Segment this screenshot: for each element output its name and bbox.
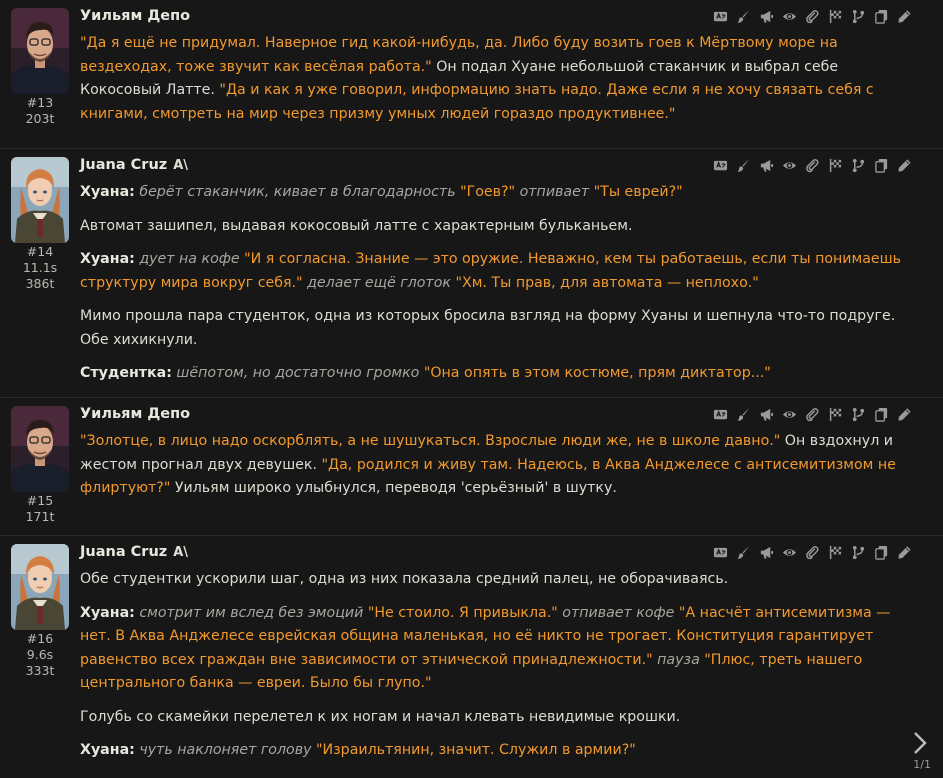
character-name: Уильям Депо	[80, 8, 191, 24]
translate-button[interactable]	[712, 157, 728, 173]
paperclip-icon	[805, 545, 820, 560]
paperclip-button[interactable]	[804, 406, 820, 422]
chat-message	[0, 535, 943, 758]
dialogue-quote: "Она опять в этом костюме, прям диктатор..."	[423, 365, 771, 381]
copy-button[interactable]	[873, 406, 889, 422]
message-number: #14	[26, 244, 54, 259]
action-text: берёт стаканчик, кивает в благодарность	[139, 184, 456, 200]
william-avatar-image	[11, 8, 69, 94]
eye-button[interactable]	[781, 8, 797, 24]
avatar[interactable]	[11, 406, 69, 492]
speaker-label: Хуана:	[80, 742, 135, 758]
dialogue-quote: "Да я ещё не придумал. Наверное гид какой-нибудь, да. Либо буду возить гоев к Мёртвому море на вездеходах, тоже звучит как весёлая работа."	[80, 35, 838, 75]
copy-icon	[874, 9, 889, 24]
paperclip-button[interactable]	[804, 8, 820, 24]
character-name: Уильям Депо	[80, 406, 191, 422]
action-text: отпивает	[519, 184, 590, 200]
megaphone-button[interactable]	[758, 157, 774, 173]
branch-button[interactable]	[850, 157, 866, 173]
megaphone-button[interactable]	[758, 8, 774, 24]
eye-button[interactable]	[781, 157, 797, 173]
message-number: #13	[26, 95, 54, 110]
chat-message	[0, 397, 943, 524]
flag-icon	[828, 545, 843, 560]
avatar-column	[10, 544, 70, 679]
action-text: чуть наклоняет голову	[139, 742, 312, 758]
avatar-column	[10, 406, 70, 525]
juana-avatar-image	[11, 157, 69, 243]
brush-icon	[736, 407, 751, 422]
dialogue-quote: "И я согласна. Знание — это оружие. Неважно, кем ты работаешь, если ты понимаешь структуру мира вокруг себя."	[80, 251, 901, 291]
eye-icon	[782, 407, 797, 422]
translate-button[interactable]	[712, 8, 728, 24]
paperclip-icon	[805, 407, 820, 422]
branch-icon	[851, 407, 866, 422]
dialogue-quote: "Израильтянин, значит. Служил в армии?"	[316, 742, 636, 758]
william-avatar-image	[11, 406, 69, 492]
character-name: Juana Cruz	[80, 157, 168, 173]
chat-message	[0, 148, 943, 381]
brush-button[interactable]	[735, 157, 751, 173]
action-text: делает ещё глоток	[307, 274, 451, 291]
action-text: дует на кофе	[139, 251, 240, 267]
action-text: отпивает кофе	[562, 604, 675, 621]
message-header	[80, 544, 912, 568]
message-text	[80, 32, 912, 126]
message-paragraph	[80, 430, 912, 501]
megaphone-icon	[759, 158, 774, 173]
message-paragraph	[80, 739, 912, 763]
message-header	[80, 157, 912, 181]
action-text: шёпотом, но достаточно громко	[176, 365, 420, 381]
translate-button[interactable]	[712, 406, 728, 422]
message-paragraph	[80, 568, 912, 592]
message-content	[80, 406, 912, 511]
flag-icon	[828, 407, 843, 422]
pencil-button[interactable]	[896, 544, 912, 560]
message-text	[80, 181, 912, 386]
brush-icon	[736, 545, 751, 560]
translate-icon	[713, 407, 728, 422]
megaphone-icon	[759, 9, 774, 24]
token-count: 333t	[25, 663, 55, 678]
avatar[interactable]	[11, 8, 69, 94]
pencil-icon	[897, 9, 912, 24]
pencil-icon	[897, 545, 912, 560]
message-content	[80, 544, 912, 773]
message-paragraph	[80, 305, 912, 352]
branch-icon	[851, 158, 866, 173]
dialogue-quote: "Гоев?"	[460, 184, 516, 200]
message-actions	[712, 544, 912, 560]
narration-text: Он вздохнул и жестом прогнал двух девушек.	[80, 433, 894, 473]
dialogue-quote: "Да, родился и живу там. Надеюсь, в Аква Анджелесе с антисемитизмом не флиртуют?"	[80, 456, 896, 496]
branch-icon	[851, 545, 866, 560]
copy-button[interactable]	[873, 544, 889, 560]
message-header	[80, 406, 912, 430]
token-count: 386t	[25, 276, 55, 291]
eye-button[interactable]	[781, 544, 797, 560]
dialogue-quote: "Хм. Ты прав, для автомата — неплохо."	[455, 274, 759, 291]
model-badge: A\	[173, 545, 189, 560]
dialogue-quote: "Ты еврей?"	[593, 184, 683, 200]
branch-button[interactable]	[850, 8, 866, 24]
message-actions	[712, 157, 912, 173]
pencil-button[interactable]	[896, 406, 912, 422]
flag-button[interactable]	[827, 544, 843, 560]
megaphone-button[interactable]	[758, 544, 774, 560]
pencil-button[interactable]	[896, 157, 912, 173]
copy-icon	[874, 545, 889, 560]
flag-button[interactable]	[827, 8, 843, 24]
dialogue-quote: "Плюс, треть нашего центрального банка — евреи. Было бы глупо."	[80, 651, 863, 691]
narration-text: Уильям широко улыбнулся, переводя 'серьёзный' в шутку.	[170, 480, 617, 496]
juana-avatar-image	[11, 544, 69, 630]
narration-text: Автомат зашипел, выдавая кокосовый латте с характерным бульканьем.	[80, 217, 633, 234]
eye-button[interactable]	[781, 406, 797, 422]
brush-icon	[736, 9, 751, 24]
eye-icon	[782, 158, 797, 173]
avatar[interactable]	[11, 157, 69, 243]
model-badge: A\	[173, 158, 189, 173]
swipe-right-button[interactable]	[909, 730, 933, 758]
action-text: пауза	[657, 651, 700, 668]
paperclip-button[interactable]	[804, 157, 820, 173]
speaker-label: Студентка:	[80, 365, 172, 381]
brush-icon	[736, 158, 751, 173]
paperclip-button[interactable]	[804, 544, 820, 560]
brush-button[interactable]	[735, 8, 751, 24]
brush-button[interactable]	[735, 544, 751, 560]
message-content	[80, 8, 912, 136]
action-text: смотрит им вслед без эмоций	[139, 604, 364, 621]
message-paragraph	[80, 215, 912, 239]
dialogue-quote: "Да и как я уже говорил, информацию знать надо. Даже если я не хочу связать себя с книгами, смотреть на мир через призму умных людей гораздо продуктивнее."	[80, 82, 874, 122]
copy-icon	[874, 407, 889, 422]
message-paragraph	[80, 362, 912, 386]
token-count: 203t	[25, 111, 55, 126]
narration-text: Голубь со скамейки перелетел к их ногам и начал клевать невидимые крошки.	[80, 708, 681, 725]
megaphone-icon	[759, 407, 774, 422]
flag-icon	[828, 9, 843, 24]
narration-text: Мимо прошла пара студенток, одна из которых бросила взгляд на форму Хуаны и шепнула что-то подруге. Обе хихикнули.	[80, 308, 896, 348]
message-actions	[712, 8, 912, 24]
translate-icon	[713, 158, 728, 173]
generation-time: 9.6s	[26, 647, 54, 662]
pencil-icon	[897, 407, 912, 422]
generation-time: 11.1s	[22, 260, 58, 275]
message-header	[80, 8, 912, 32]
message-paragraph	[80, 706, 912, 730]
branch-button[interactable]	[850, 544, 866, 560]
dialogue-quote: "Не стоило. Я привыкла."	[367, 604, 558, 621]
paperclip-icon	[805, 9, 820, 24]
message-number: #16	[26, 631, 54, 646]
message-paragraph	[80, 181, 912, 205]
translate-icon	[713, 545, 728, 560]
eye-icon	[782, 9, 797, 24]
branch-icon	[851, 9, 866, 24]
message-paragraph	[80, 248, 912, 295]
speaker-label: Хуана:	[80, 251, 135, 267]
flag-button[interactable]	[827, 157, 843, 173]
eye-icon	[782, 545, 797, 560]
avatar-column	[10, 8, 70, 127]
copy-button[interactable]	[873, 8, 889, 24]
avatar[interactable]	[11, 544, 69, 630]
token-count: 171t	[25, 509, 55, 524]
brush-button[interactable]	[735, 406, 751, 422]
paperclip-icon	[805, 158, 820, 173]
character-name: Juana Cruz	[80, 544, 168, 560]
copy-button[interactable]	[873, 157, 889, 173]
speaker-label: Хуана:	[80, 604, 135, 621]
megaphone-icon	[759, 545, 774, 560]
message-number: #15	[26, 493, 54, 508]
message-text	[80, 568, 912, 763]
speaker-label: Хуана:	[80, 184, 135, 200]
copy-icon	[874, 158, 889, 173]
translate-icon	[713, 9, 728, 24]
message-actions	[712, 406, 912, 422]
flag-button[interactable]	[827, 406, 843, 422]
dialogue-quote: "Золотце, в лицо надо оскорблять, а не шушукаться. Взрослые люди же, не в школе давно."	[80, 433, 781, 449]
branch-button[interactable]	[850, 406, 866, 422]
pencil-icon	[897, 158, 912, 173]
flag-icon	[828, 158, 843, 173]
message-content	[80, 157, 912, 396]
megaphone-button[interactable]	[758, 406, 774, 422]
translate-button[interactable]	[712, 544, 728, 560]
message-text	[80, 430, 912, 501]
chevron-right-icon	[909, 730, 931, 756]
pencil-button[interactable]	[896, 8, 912, 24]
swipe-counter: 1/1	[913, 758, 931, 771]
message-paragraph	[80, 32, 912, 126]
narration-text: Обе студентки ускорили шаг, одна из них показала средний палец, не оборачиваясь.	[80, 571, 729, 587]
narration-text: Он подал Хуане небольшой стаканчик и выбрал себе Кокосовый Латте.	[80, 58, 839, 98]
message-paragraph	[80, 602, 912, 696]
dialogue-quote: "А насчёт антисемитизма — нет. В Аква Анджелесе еврейская община маленькая, но её никто не трогает. Конституция гарантирует равенство всех граждан вне зависимости от этнической принадлежности."	[80, 604, 891, 668]
avatar-column	[10, 157, 70, 292]
